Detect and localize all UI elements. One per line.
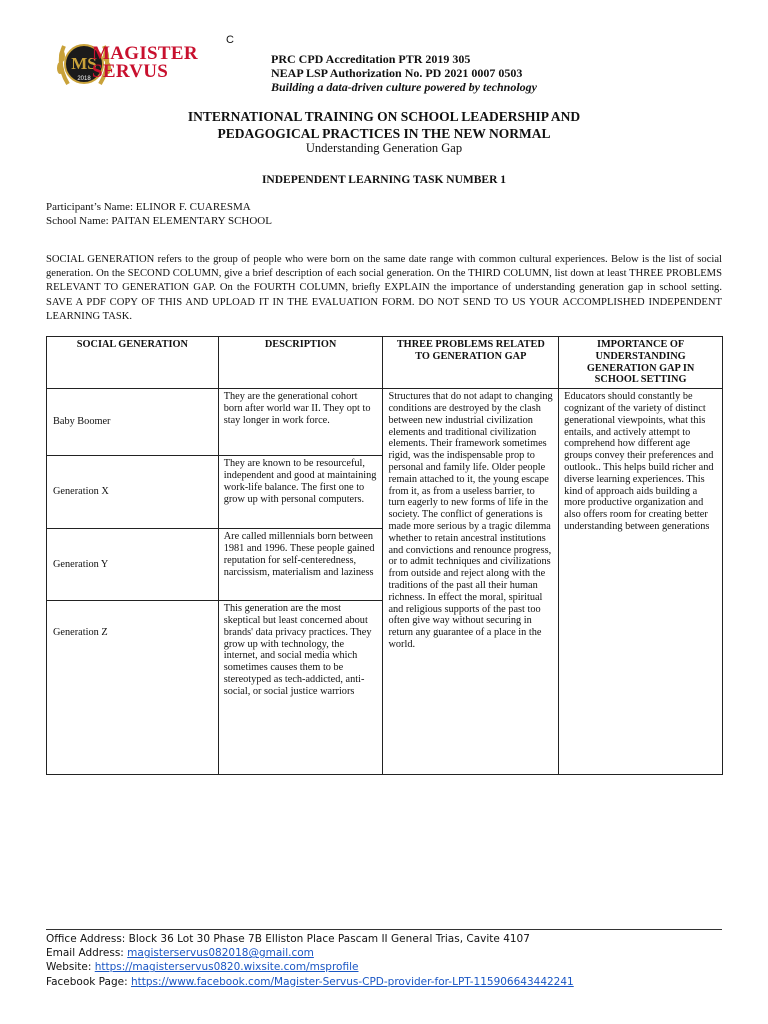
website-link[interactable]: https://magisterservus0820.wixsite.com/msprofile <box>94 961 359 974</box>
table-header-row <box>47 337 723 389</box>
logo-corner-mark: C <box>226 34 234 46</box>
header-importance: IMPORTANCE OF UNDERSTANDING GENERATION GAP IN SCHOOL SETTING <box>559 337 723 389</box>
logo-year: 2018 <box>77 76 91 82</box>
header-problems: THREE PROBLEMS RELATED TO GENERATION GAP <box>383 337 559 389</box>
footer-divider <box>46 929 722 930</box>
header-social-generation: SOCIAL GENERATION <box>47 337 219 389</box>
instructions-paragraph: SOCIAL GENERATION refers to the group of people who were born on the same date range with common cultural experiences. Below is the list of social generation. On the SECOND COLUMN, give a brief description of each social generation. On the THIRD COLUMN, list down at least THREE PROBLEMS RELEVANT TO GENERATION GAP. On the FOURTH COLUMN, briefly EXPLAIN the importance of understanding generation gap in school setting. SAVE A PDF COPY OF THIS AND UPLOAD IT IN THE EVALUATION FORM. DO NOT SEND TO US YOUR ACCOMPLISHED INDEPENDENT LEARNING TASK. <box>46 254 722 322</box>
email-label: Email Address: <box>46 947 128 960</box>
school-name: School Name: PAITAN ELEMENTARY SCHOOL <box>46 215 272 227</box>
logo-name-line1: MAGISTER <box>92 43 198 64</box>
email-row <box>46 946 574 960</box>
logo-wordmark <box>92 45 198 81</box>
task-heading: INDEPENDENT LEARNING TASK NUMBER 1 <box>261 174 507 186</box>
document-title-line2: PEDAGOGICAL PRACTICES IN THE NEW NORMAL <box>217 126 551 141</box>
description-cell: Are called millennials born between 1981 and 1996. These people gained reputation for self-centeredness, narcissism, materialism and laziness <box>218 529 383 601</box>
tagline: Building a data-driven culture powered by technology <box>271 80 537 94</box>
description-cell: They are the generational cohort born after world war II. They opt to stay longer in work force. <box>218 389 383 456</box>
website-label: Website: <box>46 961 95 974</box>
generation-cell: Baby Boomer <box>47 389 219 456</box>
accreditation-line: PRC CPD Accreditation PTR 2019 305 <box>271 52 471 66</box>
table-row <box>47 389 723 456</box>
facebook-label: Facebook Page: <box>46 975 131 988</box>
generation-cell: Generation Z <box>47 601 219 775</box>
footer <box>46 932 574 989</box>
generation-table <box>46 336 723 775</box>
header-description: DESCRIPTION <box>218 337 383 389</box>
email-link[interactable]: magisterservus082018@gmail.com <box>127 947 314 960</box>
description-cell: This generation are the most skeptical but least concerned about brands' data privacy practices. They grow up with technology, the internet, and social media which sometimes causes them to be stereotyped as tech-addicted, anti-social, or social justice warriors <box>218 601 383 775</box>
document-title-line1: INTERNATIONAL TRAINING ON SCHOOL LEADERSHIP AND <box>187 109 581 124</box>
accreditation-header <box>271 52 537 94</box>
generation-cell: Generation Y <box>47 529 219 601</box>
logo-name-line2: SERVUS <box>92 61 169 82</box>
office-address: Office Address: Block 36 Lot 30 Phase 7B Elliston Place Pascam II General Trias, Cavite 4107 <box>46 933 530 945</box>
importance-cell: Educators should constantly be cognizant of the variety of distinct generational viewpoints, what this entails, and actively attempt to comprehend how different age groups convey their preferences and outlook.. This helps build richer and diverse learning experiences. This kind of approach aids building a more productive organization and also offers room for creating better understanding between generations <box>559 389 723 775</box>
facebook-link[interactable]: https://www.facebook.com/Magister-Servus-CPD-provider-for-LPT-115906643442241 <box>130 975 574 988</box>
website-row <box>46 960 574 974</box>
generation-cell: Generation X <box>47 456 219 529</box>
authorization-line: NEAP LSP Authorization No. PD 2021 0007 0503 <box>271 66 523 80</box>
participant-info <box>46 200 272 228</box>
document-subtitle: Understanding Generation Gap <box>305 141 463 155</box>
logo-mark: MS <box>71 54 97 73</box>
problems-cell: Structures that do not adapt to changing conditions are destroyed by the clash between new industrial civilization elements and traditional civilization elements. Their framework sometimes rigid, was the indispensable prop to personal and family life. Older people remain attached to it, the young escape from it, as from a useless barrier, to turn eagerly to new forms of life in the society. The conflict of generations is made more serious by a tragic dilemma whether to retain ancestral institutions and convictions and renounce progress, or to admit techniques and civilizations from outside and reject along with the traditions of the past all their human richness. In effect the moral, spiritual and religious supports of the past too often give way without securing in return any guarantee of a place in the world. <box>383 389 559 775</box>
description-cell: They are known to be resourceful, independent and good at maintaining work-life balance. The first one to grow up with personal computers. <box>218 456 383 529</box>
participant-name: Participant’s Name: ELINOR F. CUARESMA <box>46 201 251 213</box>
facebook-row <box>46 975 574 989</box>
